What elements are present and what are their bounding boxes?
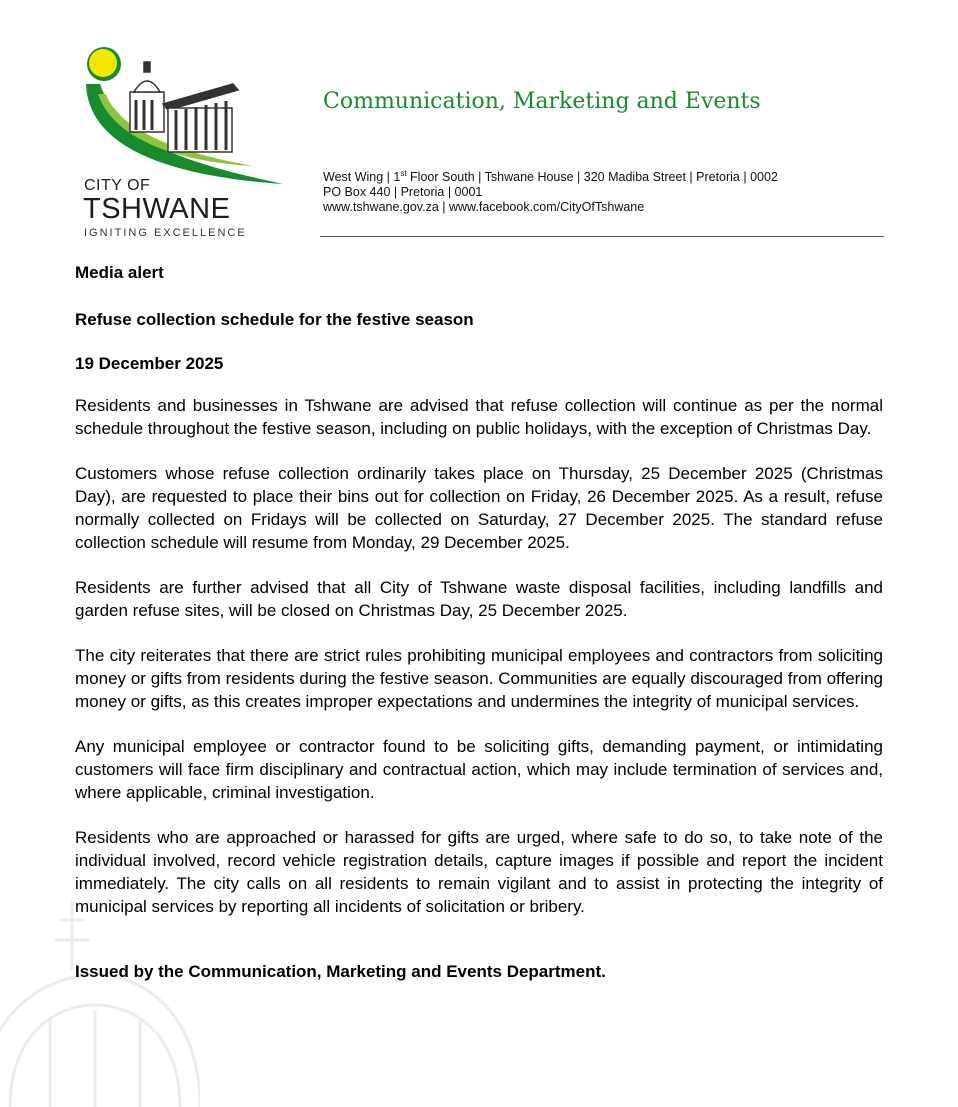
paragraph: Residents who are approached or harassed for gifts are urged, where safe to do so, to take note of the individual involved, record vehicle registration details, capture images if possible and report the incident immediately. The city calls on all residents to remain vigilant and to assist in protecting the integrity of municipal services by reporting all incidents of solicitation or bribery. xyxy=(75,828,883,916)
document-type-label: Media alert xyxy=(75,263,164,282)
document-date: 19 December 2025 xyxy=(75,354,224,373)
address-line-2: PO Box 440 | Pretoria | 0001 xyxy=(323,185,483,200)
paragraph: The city reiterates that there are strict rules prohibiting municipal employees and contractors from soliciting money or gifts from residents during the festive season. Communities are equally discouraged from offering money or gifts, as this creates improper expectations and undermines the integrity of municipal services. xyxy=(75,646,883,711)
paragraph: Customers whose refuse collection ordinarily takes place on Thursday, 25 December 2025 (Christmas Day), are requested to place their bins out for collection on Friday, 26 December 2025. As a result, refuse normally collected on Fridays will be collected on Saturday, 27 December 2025. The standard refuse collection schedule will resume from Monday, 29 December 2025. xyxy=(75,464,883,552)
header-divider xyxy=(320,236,884,237)
tshwane-house-logo-icon xyxy=(78,44,288,184)
department-title: Communication, Marketing and Events xyxy=(323,89,761,114)
issued-by: Issued by the Communication, Marketing and Events Department. xyxy=(75,962,606,981)
city-logo xyxy=(78,44,288,244)
logo-name: TSHWANE xyxy=(83,193,231,225)
logo-tagline: IGNITING EXCELLENCE xyxy=(84,227,247,239)
logo-city-of: CITY OF xyxy=(84,177,151,194)
address-block xyxy=(323,166,778,215)
paragraph: Any municipal employee or contractor found to be soliciting gifts, demanding payment, or intimidating customers will face firm disciplinary and contractual action, which may include termination of services and, where applicable, criminal investigation. xyxy=(75,737,883,802)
address-line-3: www.tshwane.gov.za | www.facebook.com/CityOfTshwane xyxy=(323,200,645,215)
paragraph: Residents are further advised that all City of Tshwane waste disposal facilities, including landfills and garden refuse sites, will be closed on Christmas Day, 25 December 2025. xyxy=(75,578,883,620)
paragraph: Residents and businesses in Tshwane are advised that refuse collection will continue as per the normal schedule throughout the festive season, including on public holidays, with the exception of Christmas Day. xyxy=(75,396,883,438)
document-body xyxy=(75,263,883,982)
document-title: Refuse collection schedule for the festive season xyxy=(75,310,474,329)
address-line-1: West Wing | 1st Floor South | Tshwane House | 320 Madiba Street | Pretoria | 0002 xyxy=(323,169,778,185)
